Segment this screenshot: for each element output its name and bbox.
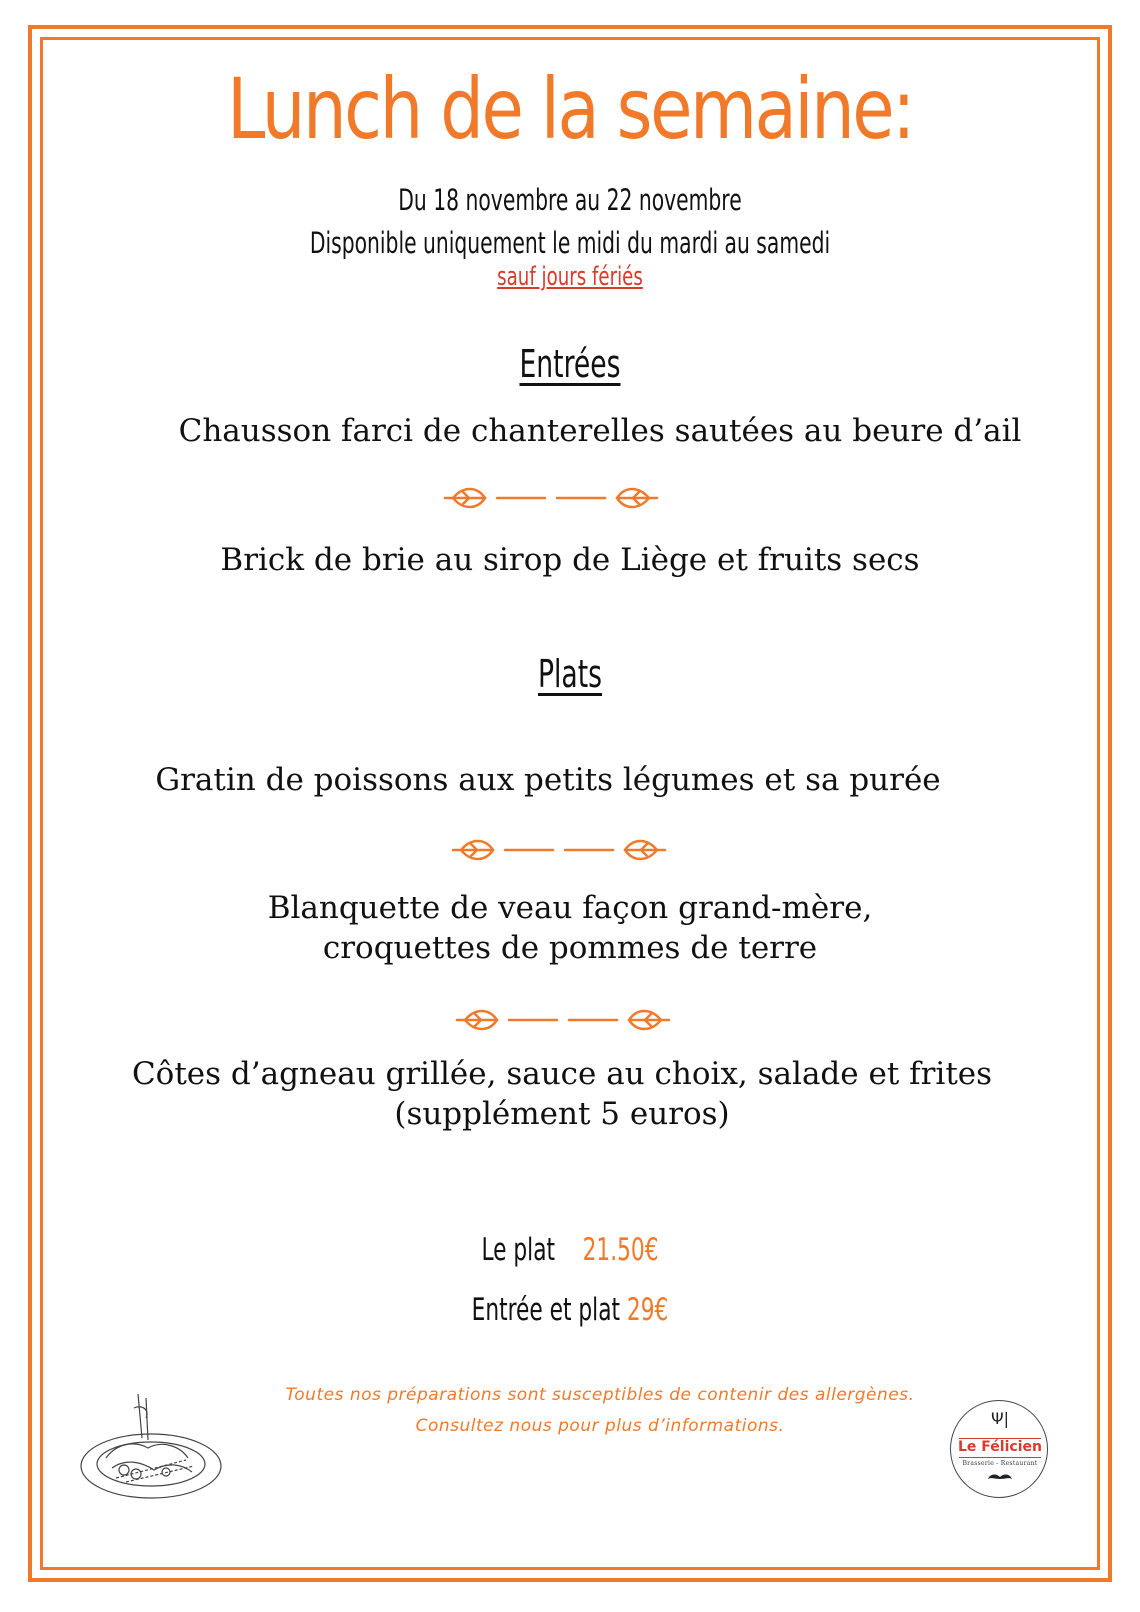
leaf-divider-icon: [449, 830, 669, 870]
holiday-exception: sauf jours fériés: [497, 262, 643, 292]
price-plat-amount: 21.50€: [582, 1232, 659, 1268]
dish-plat-3-line-2: (supplément 5 euros): [394, 1096, 730, 1132]
restaurant-logo: [950, 1400, 1048, 1498]
dish-plat-3-line-1: Côtes d’agneau grillée, sauce au choix, salade et frites: [131, 1056, 993, 1092]
mustache-icon: [987, 1473, 1013, 1483]
section-heading-entrees: Entrées: [519, 342, 621, 386]
dish-plat-1: Gratin de poissons aux petits légumes et sa purée: [155, 762, 941, 798]
allergen-notice-line-1: Toutes nos préparations sont susceptibles de contenir des allergènes.: [285, 1385, 915, 1405]
plate-illustration-icon: [76, 1388, 226, 1506]
page-title: Lunch de la semaine:: [227, 60, 913, 158]
availability-note: Disponible uniquement le midi du mardi au samedi: [309, 226, 831, 260]
price-plat-label: Le plat: [481, 1232, 556, 1268]
date-range: Du 18 novembre au 22 novembre: [398, 183, 742, 217]
fork-knife-icon: Ψ|: [991, 1409, 1009, 1428]
allergen-notice-line-2: Consultez nous pour plus d’informations.: [415, 1416, 785, 1436]
dish-plat-2: [0, 888, 1140, 968]
leaf-divider-icon: [453, 1000, 673, 1040]
price-combo: [171, 1290, 969, 1330]
dish-plat-2-line-1: Blanquette de veau façon grand-mère,: [267, 890, 873, 926]
dish-entree-2: Brick de brie au sirop de Liège et fruits secs: [220, 542, 920, 578]
logo-rule-bottom: [959, 1457, 1041, 1458]
dish-entree-1: Chausson farci de chanterelles sautées au beure d’ail: [178, 413, 1022, 449]
price-combo-amount: 29€: [626, 1292, 669, 1328]
logo-name: Le Félicien: [958, 1439, 1042, 1455]
price-plat: [171, 1230, 969, 1270]
dish-plat-2-line-2: croquettes de pommes de terre: [322, 930, 818, 966]
leaf-divider-icon: [441, 478, 661, 518]
price-combo-label: Entrée et plat: [471, 1292, 621, 1328]
logo-tagline: Brasserie - Restaurant: [962, 1460, 1038, 1467]
section-heading-plats: Plats: [537, 652, 603, 696]
dish-plat-3: [0, 1054, 1132, 1134]
